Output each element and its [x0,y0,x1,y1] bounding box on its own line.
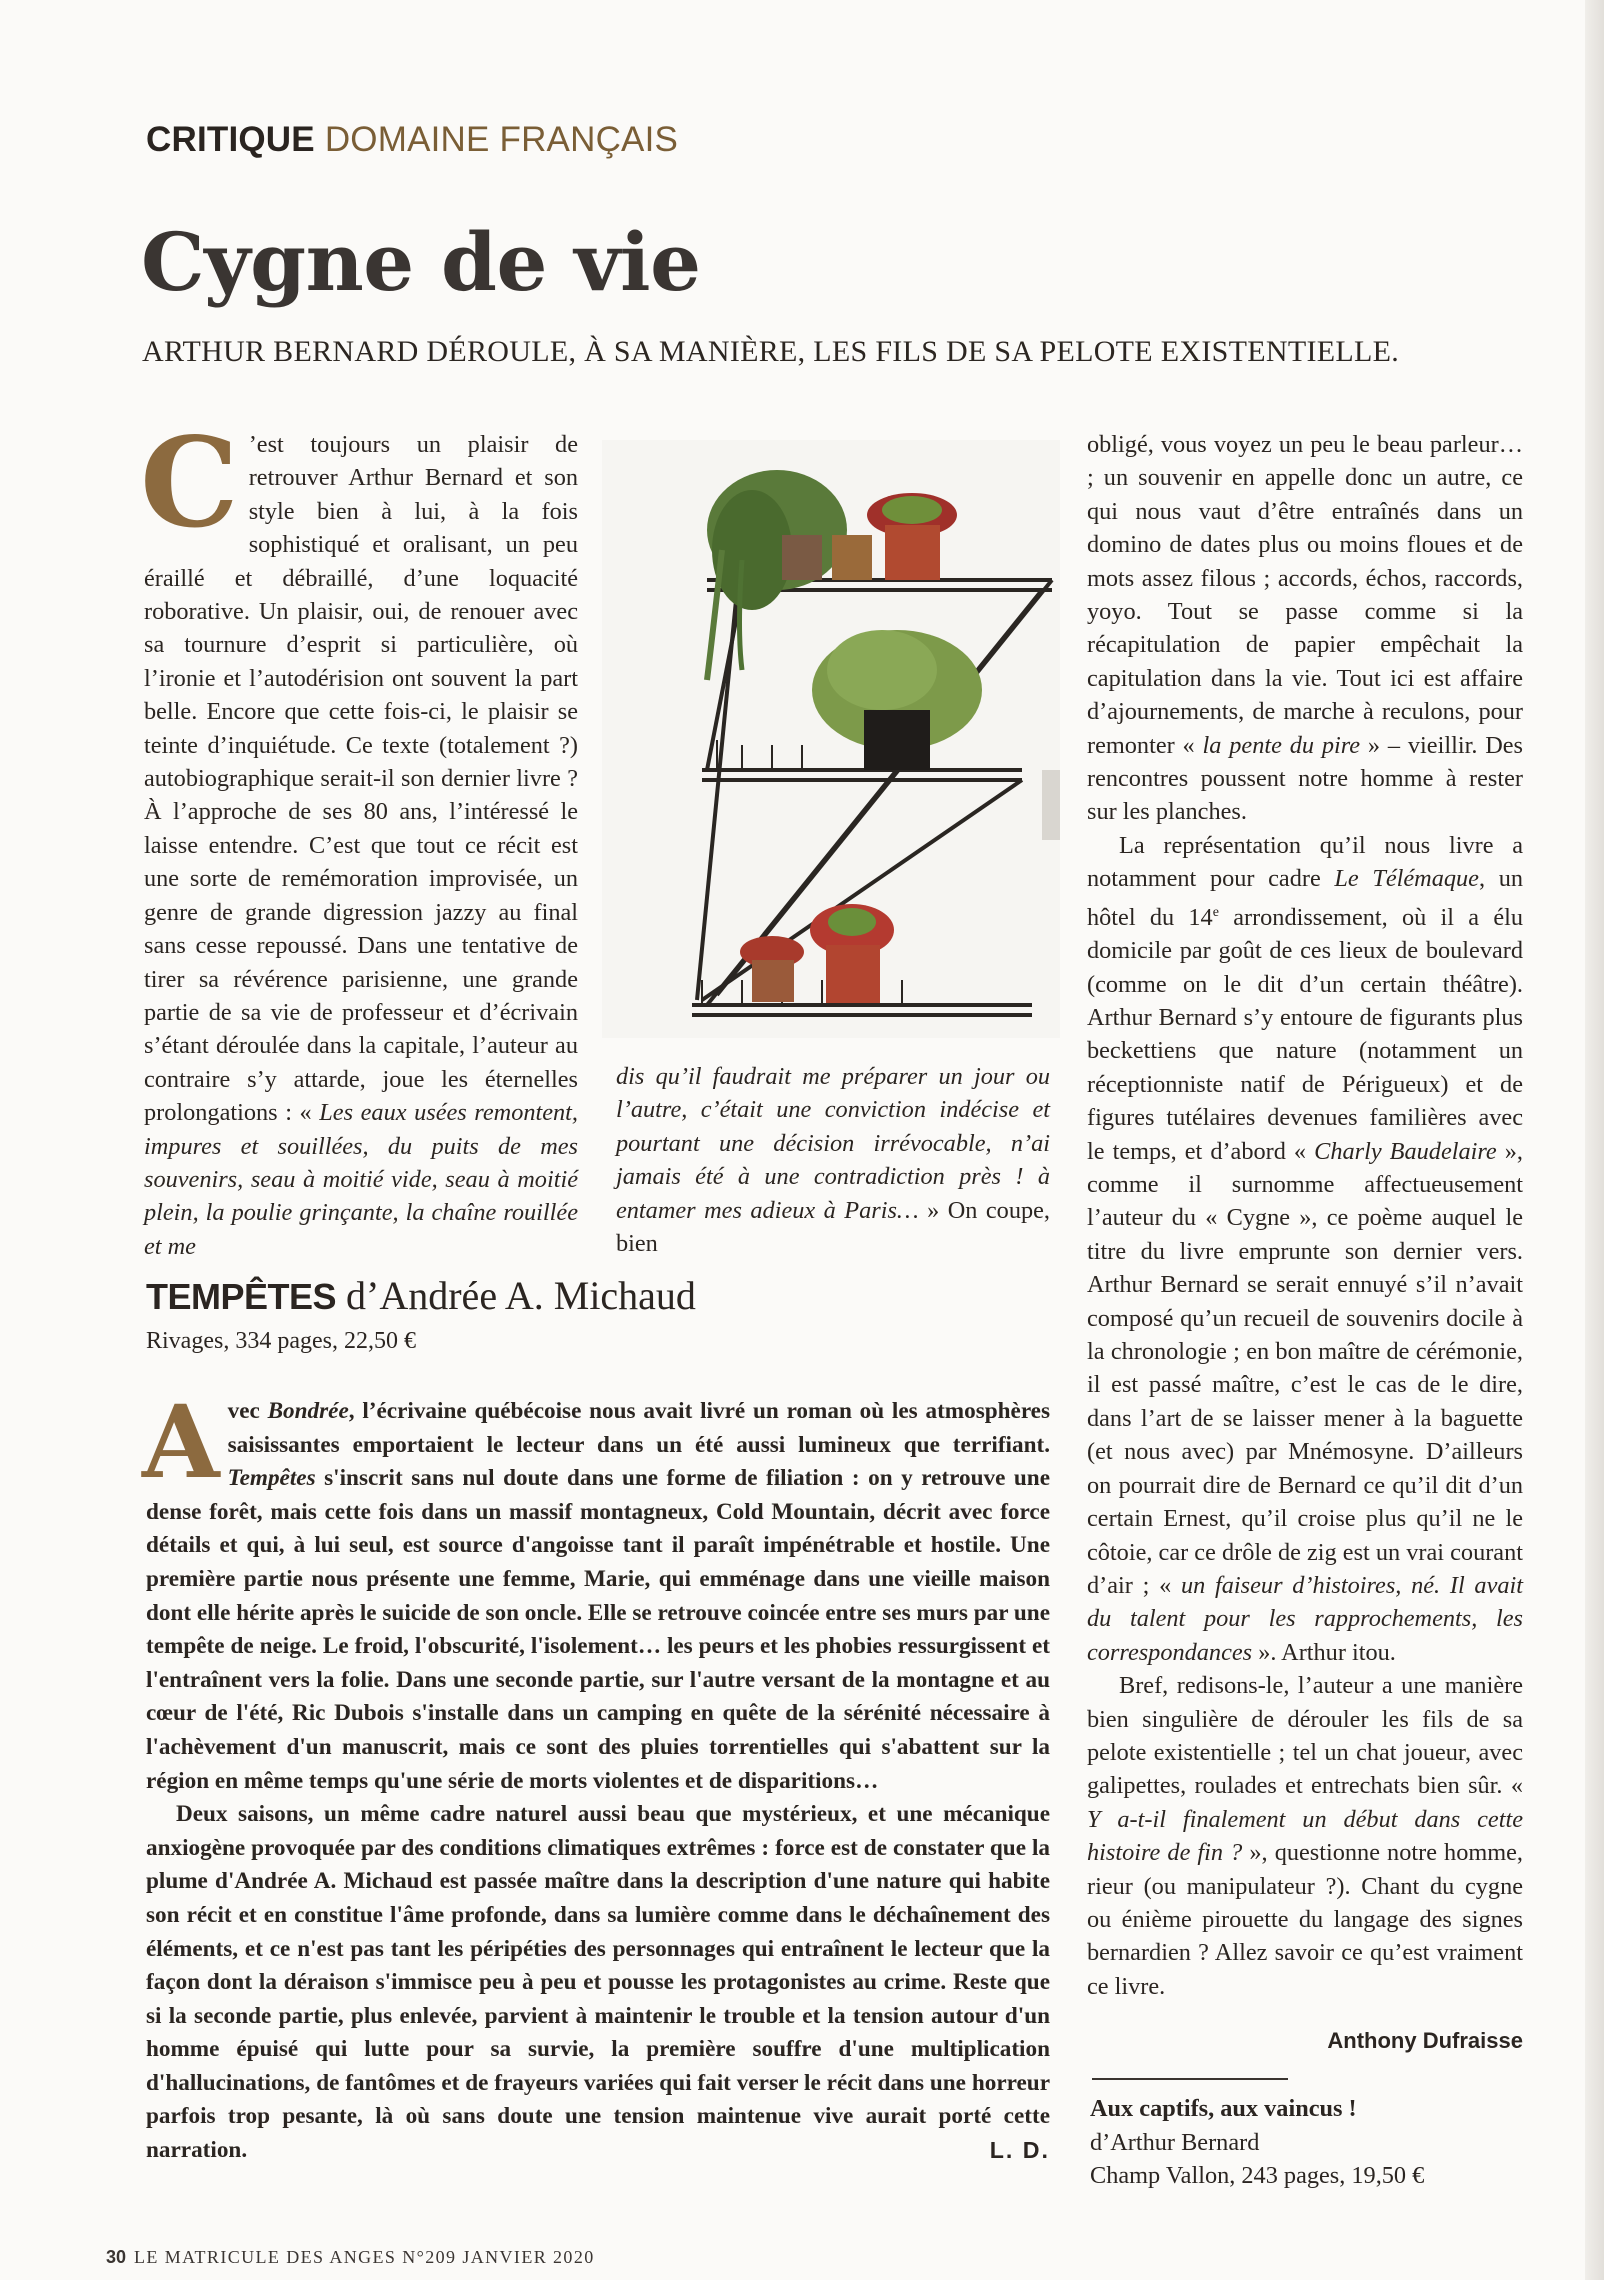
quote-text: dis qu’il faudrait me préparer un jour ou l’autre, c’était une conviction indécise et pourtant une décision irrévocable, n’ai jamais été à une contradiction près ! à entamer mes adieux à Paris… [616,1063,1050,1224]
paragraph-text: » On coupe, bien [616,1196,1050,1258]
review-title [146,1272,696,1319]
book-author: d’Arthur Bernard [1090,2128,1260,2156]
article-paragraph [140,411,578,1263]
quote-text: Charly Baudelaire [1314,1137,1497,1165]
paragraph-text: La représentation qu’il nous livre a notamment pour cadre [1087,831,1523,893]
paragraph-text: , l’écrivaine québécoise nous avait livré un roman où les atmosphères saisissantes emportaient le lecteur dans un été aussi lumineux que terrifiant. [227,1398,1051,1458]
paragraph-text: s'inscrit sans nul doute dans une forme de filiation : on y retrouve une dense forêt, mais cette fois dans un massif montagneux, Cold Mountain, décrit avec force détails et qui, à lui seul, est source d'angoisse tant il paraît impénétrable et hostile. Une première partie nous présente une femme, Marie, qui emménage dans une vieille maison dont elle hérite après le suicide de son oncle. Elle se retrouve coincée entre ses murs par une tempête de neige. Le froid, l'obscurité, l'isolement… les peurs et les phobies ressurgissent et l'entraînent vers la folie. Dans une seconde partie, sur l'autre versant de la montagne et au cœur de l'été, Ric Dubois s'installe dans un camping en quête de la sérénité nécessaire à l'achèvement d'un manuscrit, mais ce sont des pluies torrentielles qui s'abattent sur la région en même temps qu'une série de morts violentes et de disparitions… [146,1465,1050,1794]
book-reference: Bondrée [267,1398,349,1424]
article-column-2 [616,1060,1050,1260]
paragraph-text: ». Arthur itou. [1258,1638,1396,1666]
quote-text: Les eaux usées remontent, impures et souillées, du puits de mes souvenirs, seau à moitié vide, seau à moitié plein, la poulie grinçante, la chaîne rouillée et me [144,1099,578,1260]
review-title-author: d’Andrée A. Michaud [346,1273,696,1318]
article-paragraph [1087,1669,1523,2003]
paragraph-text: ’est toujours un plaisir de retrouver Arthur Bernard et son style bien à lui, à la fois sophistiqué et oralisant, un peu éraillé et débraillé, d’une loquacité roborative. Un plaisir, oui, de renouer avec sa tournure d’esprit si particulière, où l’ironie et l’autodérision ont souvent la part belle. Encore que cette fois-ci, le plaisir se teinte d’inquiétude. Ce texte (totalement ?) autobiographique serait-il son dernier livre ? À l’approche de ses 80 ans, l’intéressé le laisse entendre. C’est que tout ce récit est une sorte de remémoration improvisée, un genre de grande digression jazzy au final sans cesse repoussé. Dans une tentative de tirer sa révérence parisienne, une grande partie de sa vie de professeur et d’écrivain s’étant déroulée dans la capitale, l’auteur au contraire s’y attarde, joue les éternelles prolongations : « [144,431,578,1127]
book-reference: Le Télémaque [1334,865,1479,893]
paragraph-text: », comme il surnomme affectueusement l’auteur du « Cygne », ce poème auquel le titre du livre emprunte son dernier vers. Arthur Bernard se serait ennuyé s’il n’avait composé qu’un recueil de souvenirs docile à la chronologie ; en bon maître de cérémonie, il est passé maître, c’est le cas de le dire, dans l’art de se laisser mener à la baguette (et nous avec) par Mnémosyne. D’ailleurs on pourrait dire de Bernard ce qu’il dit d’un certain Ernest, qu’il croise plus qu’il ne le côtoie, car ce drôle de zig est un vrai courant d’air ; « [1087,1137,1524,1599]
paragraph-text: , un hôtel du 14 [1087,865,1523,931]
superscript: e [1212,904,1219,920]
article-paragraph [616,1060,1050,1260]
paragraph-text: Deux saisons, un même cadre naturel aussi beau que mystérieux, et une mécanique anxiogène provoquée par des conditions climatiques extrêmes : force est de constater que la plume d'Andrée A. Michaud est passée maître dans la description d'une nature qui habite son récit et en constitue l'âme profonde, dans sa lumière comme dans le déchaînement des éléments, et ce n'est pas tant les péripéties des personnages qui entraînent le lecteur que la façon dont la déraison s'immisce peu à peu et pousse les protagonistes au crime. Reste que si la seconde partie, plus enlevée, parvient à maintenir le trouble et la tension autour d'un homme épuisé qui lutte pour sa survie, la première souffre d'une multiplication d'hallucinations, de fantômes et de frayeurs variées qui fait verser le récit dans une horreur parfois trop pesante, là où sans doute une tension maintenue vive aurait porté cette narration. [146,1801,1050,2164]
rubric-domain: DOMAINE FRANÇAIS [324,120,679,159]
paragraph-text: obligé, vous voyez un peu le beau parleur… ; un souvenir en appelle donc un autre, ce qui nous vaut d’être entraînés dans un domino de dates plus ou moins floues et de mots assez filous ; accords, échos, raccords, yoyo. Tout se passe comme si la récapitulation de papier empêchait la capitulation dans la vie. Tout ici est affaire d’ajournements, de marche à reculons, pour remonter « [1087,431,1523,759]
page-edge [1585,0,1604,2280]
paragraph-text: » – vieillir. Des rencontres poussent notre homme à rester sur les planches. [1087,731,1524,826]
page-number: 30 [106,2247,127,2267]
article-title: Cygne de vie [141,215,701,309]
drop-cap: A [142,1383,220,1501]
review-signature: L. D. [989,2137,1050,2164]
review-title-word: TEMPÊTES [146,1276,337,1317]
paragraph-text: vec [227,1398,260,1424]
article-paragraph [1087,428,1523,829]
review-paragraph [142,1383,1051,1798]
quote-text: un faiseur d’histoires, né. Il avait du talent pour les rapprochements, les correspondances [1087,1571,1524,1666]
review-body [142,1383,1051,2168]
author-signature: Anthony Dufraisse [1327,2028,1523,2053]
section-rubric [146,120,678,160]
article-paragraph [1087,829,1523,1669]
quote-text: la pente du pire [1202,731,1361,759]
book-reference: Tempêtes [227,1465,316,1492]
drop-cap: C [140,411,239,556]
review-publisher: Rivages, 334 pages, 22,50 € [146,1328,416,1354]
article-subtitle: ARTHUR BERNARD DÉROULE, À SA MANIÈRE, LES FILS DE SA PELOTE EXISTENTIELLE. [142,335,1400,368]
paragraph-text: arrondissement, où il a élu domicile par goût de ces lieux de boulevard (comme on le dit d’un certain théâtre). Arthur Bernard s’y entoure de figurants plus beckettiens que nature (notamment un réceptionniste natif de Périgueux) et de figures tutélaires devenues familières avec le temps, et d’abord « [1087,903,1524,1165]
rubric-label: CRITIQUE [146,120,315,159]
paragraph-text: », questionne notre homme, rieur (ou manipulateur ?). Chant du cygne ou énième pirouette du langage des signes bernardien ? Allez savoir ce qu’est vraiment ce livre. [1087,1839,1524,2000]
article-column-1 [140,411,578,1263]
paragraph-text: Bref, redisons-le, l’auteur a une manière bien singulière de dérouler les fils de sa pelote existentielle ; tel un chat joueur, avec galipettes, roulades et entrechats bien sûr. « [1087,1672,1523,1800]
book-title: Aux captifs, aux vaincus ! [1090,2095,1357,2122]
quote-text: Y a-t-il finalement un début dans cette histoire de fin ? [1087,1805,1523,1867]
book-info [1090,2092,1424,2193]
magazine-issue: LE MATRICULE DES ANGES N°209 JANVIER 2020 [134,2247,595,2267]
article-column-3 [1087,428,1523,2003]
book-publisher: Champ Vallon, 243 pages, 19,50 € [1090,2162,1425,2189]
page-footer [106,2247,595,2268]
plant-shelf-illustration [602,440,1060,1038]
divider [1092,2078,1288,2080]
review-paragraph [146,1798,1050,2168]
